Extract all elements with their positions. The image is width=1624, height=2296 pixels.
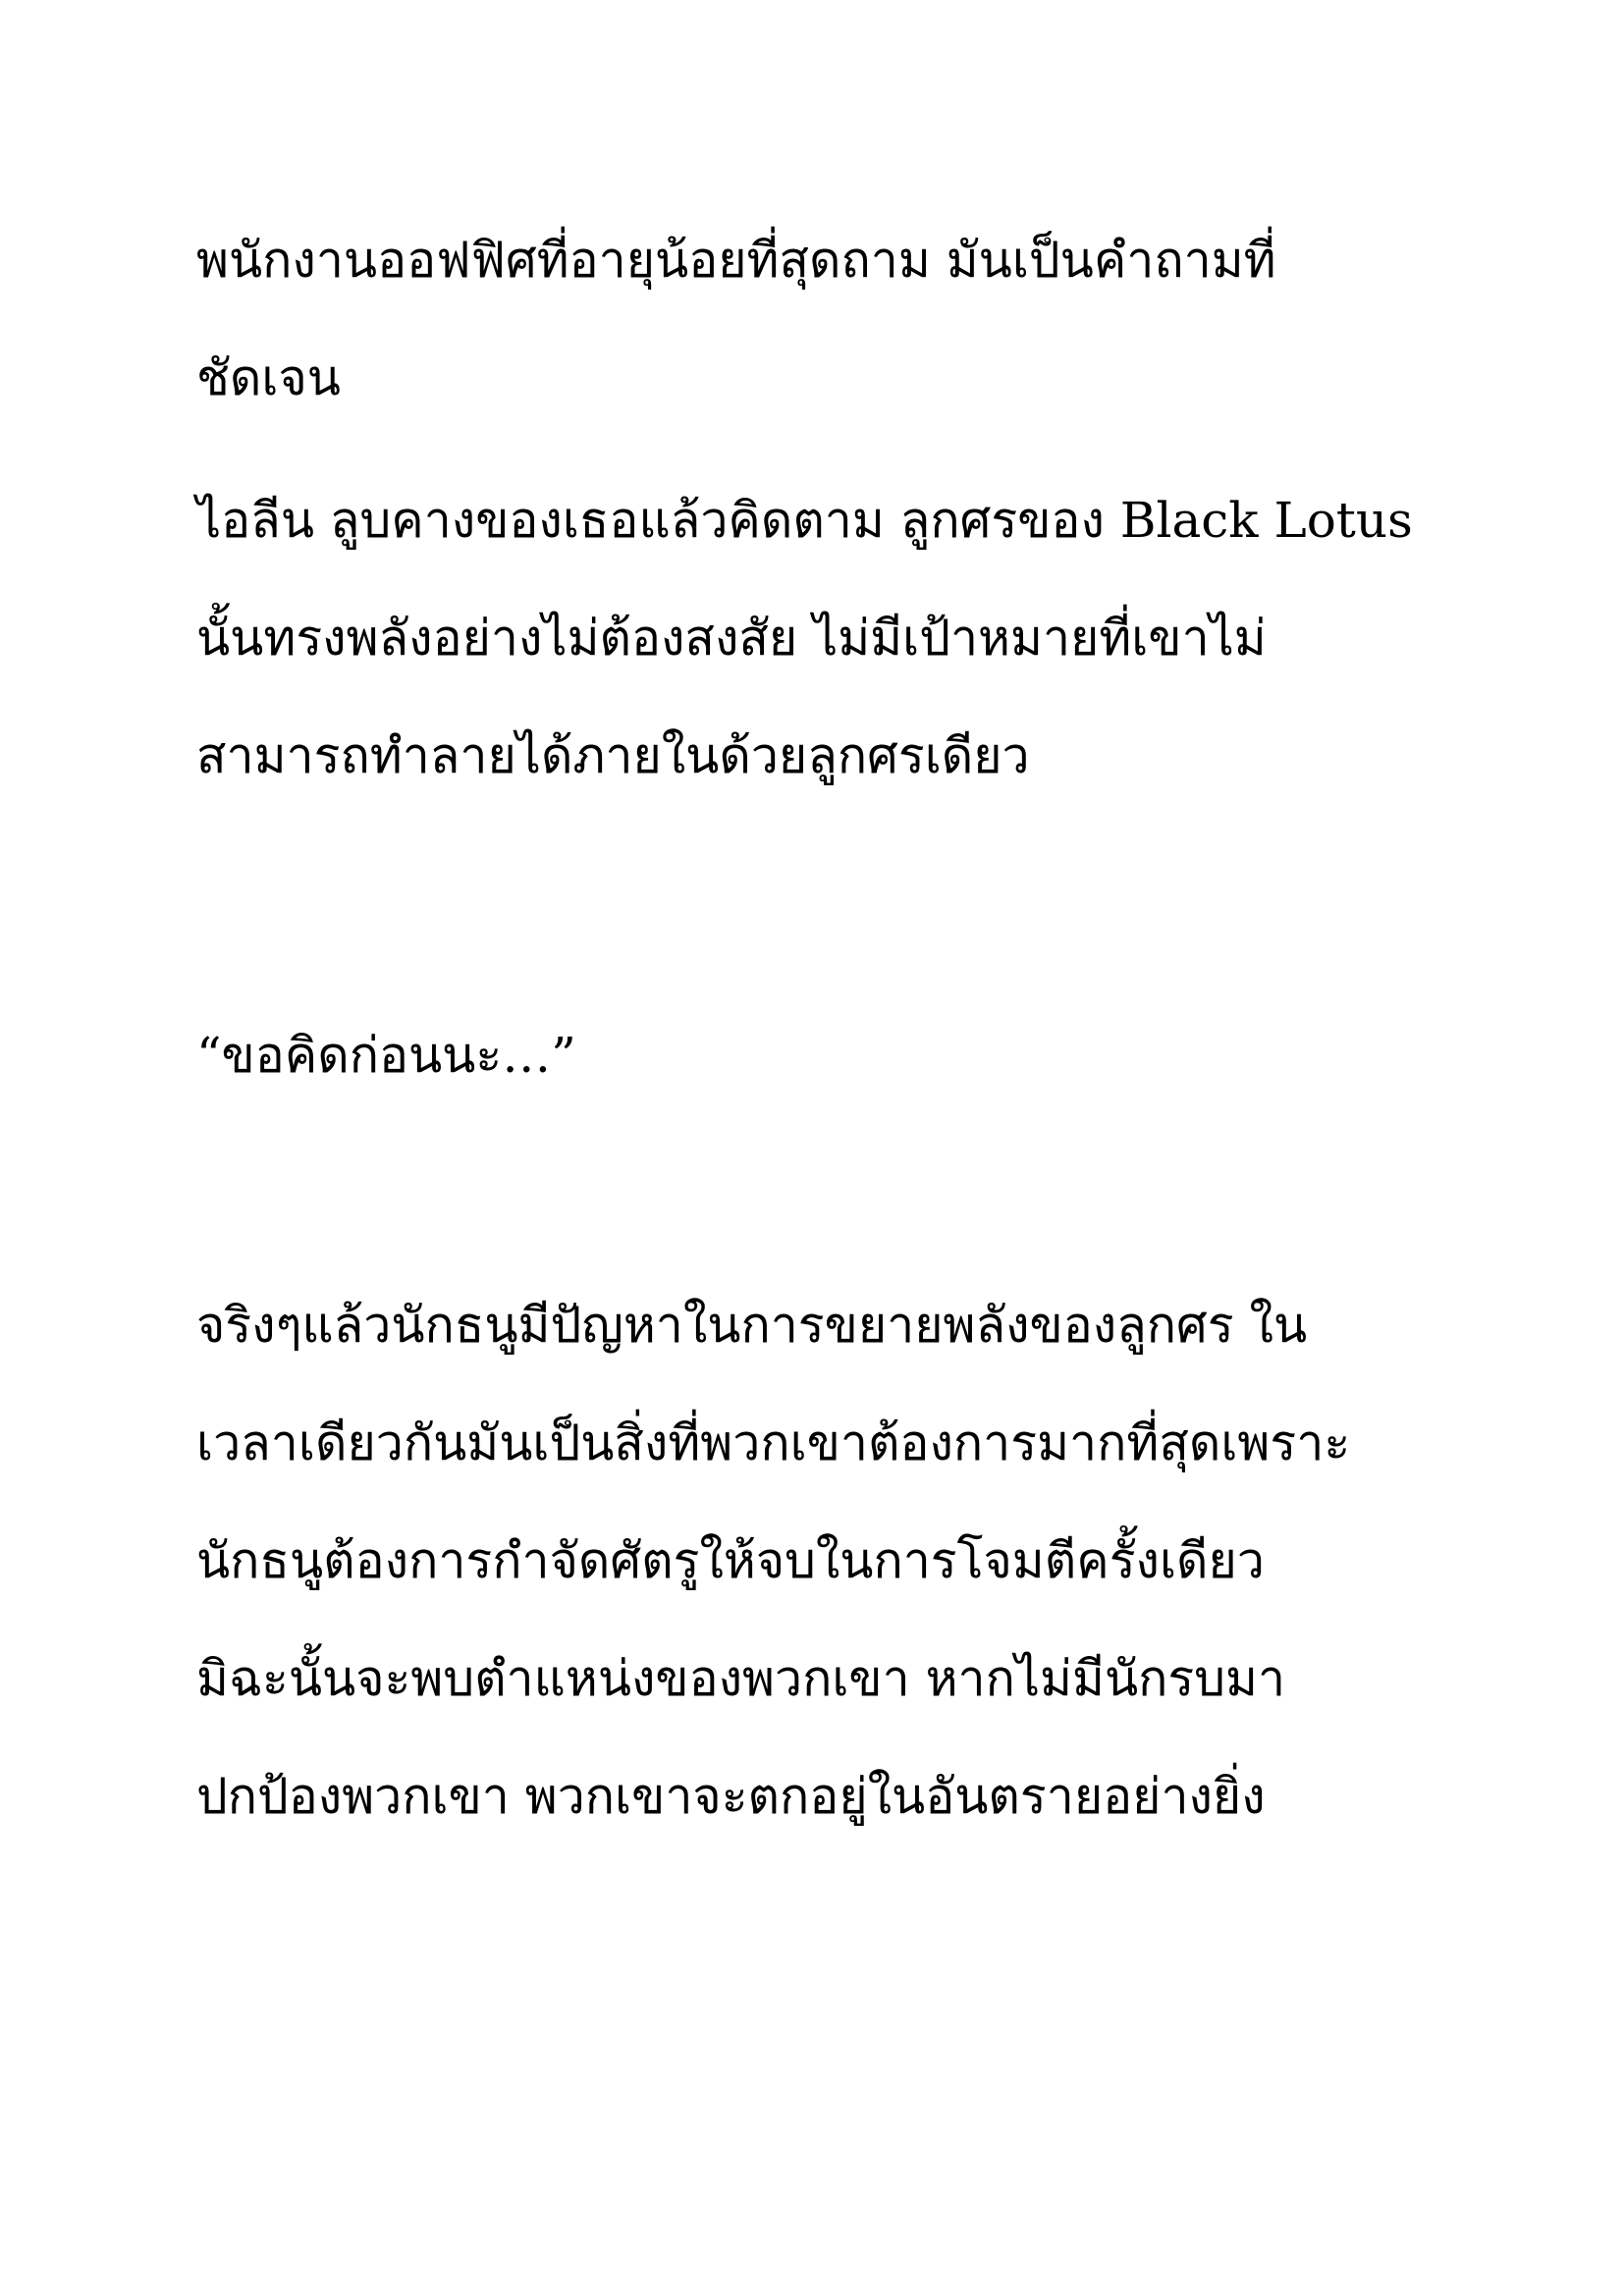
text-line: ไอลีน ลูบคางของเธอแล้วคิดตาม ลูกศรของ Black Lotus	[196, 492, 1413, 549]
text-line: จริงๆแล้วนักธนูมีปัญหาในการขยายพลังของลูกศร ใน	[196, 1297, 1308, 1354]
text-line: เวลาเดียวกันมันเป็นสิ่งที่พวกเขาต้องการมากที่สุดเพราะ	[196, 1415, 1351, 1471]
text-line: นักธนูต้องการกำจัดศัตรูให้จบในการโจมตีครั้งเดียว	[196, 1532, 1265, 1589]
text-line: สามารถทำลายได้ภายในด้วยลูกศรเดียว	[196, 727, 1030, 784]
text-line: พนักงานออฟฟิศที่อายุน้อยที่สุดถาม มันเป็นคำถามที่	[196, 232, 1276, 289]
text-line: ชัดเจน	[196, 349, 341, 406]
text-line: มิฉะนั้นจะพบตำแหน่งของพวกเขา หากไม่มีนักรบมา	[196, 1650, 1286, 1707]
text-line: นั้นทรงพลังอย่างไม่ต้องสงสัย ไม่มีเป้าหมายที่เขาไม่	[196, 610, 1267, 667]
text-line: ปกป้องพวกเขา พวกเขาจะตกอยู่ในอันตรายอย่างยิ่ง	[196, 1768, 1266, 1825]
dialogue-line: “ขอคิดก่อนนะ…”	[196, 1027, 576, 1084]
